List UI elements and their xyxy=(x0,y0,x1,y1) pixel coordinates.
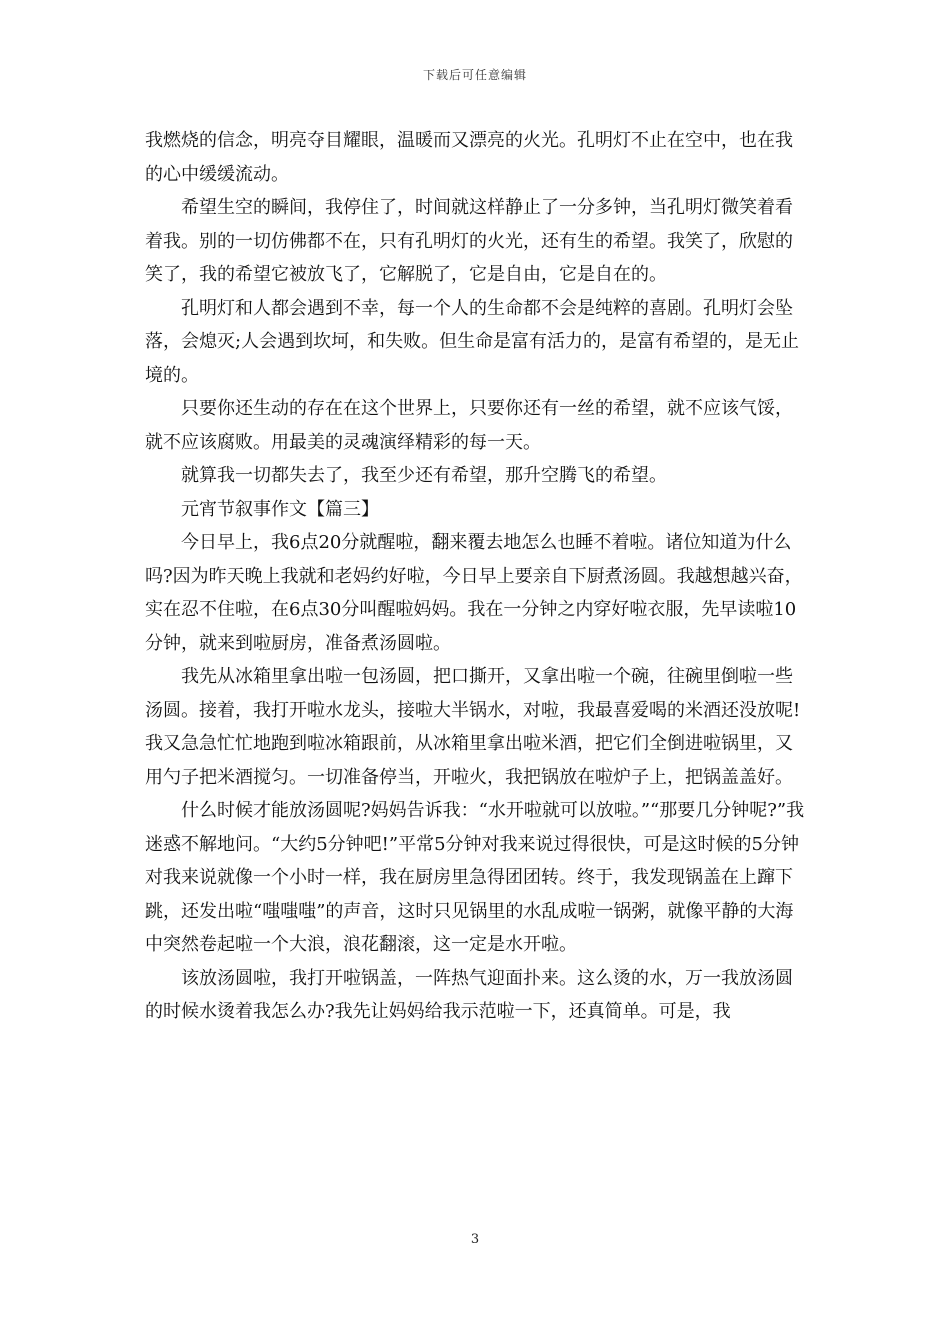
paragraph: 什么时候才能放汤圆呢?妈妈告诉我：“水开啦就可以放啦。”“那要几分钟呢?”我迷惑不解地问。“大约5分钟吧!”平常5分钟对我来说过得很快，可是这时候的5分钟对我来说就像一个小时一样，我在厨房里急得团团转。终于，我发现锅盖在上蹿下跳，还发出啦“嗤嗤嗤”的声音，这时只见锅里的水乱成啦一锅粥，就像平静的大海中突然卷起啦一个大浪，浪花翻滚，这一定是水开啦。 xyxy=(145,800,805,955)
paragraph: 该放汤圆啦，我打开啦锅盖，一阵热气迎面扑来。这么烫的水，万一我放汤圆的时候水烫着我怎么办?我先让妈妈给我示范啦一下，还真简单。可是，我 xyxy=(145,967,793,1022)
paragraph: 今日早上，我6点20分就醒啦，翻来覆去地怎么也睡不着啦。诸位知道为什么吗?因为昨天晚上我就和老妈约好啦，今日早上要亲自下厨煮汤圆。我越想越兴奋，实在忍不住啦，在6点30分叫醒啦妈妈。我在一分钟之内穿好啦衣服，先早读啦10分钟，就来到啦厨房，准备煮汤圆啦。 xyxy=(145,532,803,654)
paragraph: 我先从冰箱里拿出啦一包汤圆，把口撕开，又拿出啦一个碗，往碗里倒啦一些汤圆。接着，我打开啦水龙头，接啦大半锅水，对啦，我最喜爱喝的米酒还没放呢!我又急急忙忙地跑到啦冰箱跟前，从冰箱里拿出啦米酒，把它们全倒进啦锅里，又用勺子把米酒搅匀。一切准备停当，开啦火，我把锅放在啦炉子上，把锅盖盖好。 xyxy=(145,666,801,788)
page-number: 3 xyxy=(470,1232,480,1247)
section-heading: 元宵节叙事作文【篇三】 xyxy=(181,498,379,520)
paragraph: 我燃烧的信念，明亮夺目耀眼，温暖而又漂亮的火光。孔明灯不止在空中，也在我的心中缓缓流动。 xyxy=(145,130,793,185)
paragraph: 希望生空的瞬间，我停住了，时间就这样静止了一分多钟，当孔明灯微笑着看着我。别的一切仿佛都不在，只有孔明灯的火光，还有生的希望。我笑了，欣慰的笑了，我的希望它被放飞了，它解脱了，它是自由，它是自在的。 xyxy=(145,197,793,285)
page-header: 下载后可任意编辑 xyxy=(422,68,527,82)
document-body xyxy=(145,124,810,1029)
paragraph: 只要你还生动的存在在这个世界上，只要你还有一丝的希望，就不应该气馁，就不应该腐败。用最美的灵魂演绎精彩的每一天。 xyxy=(145,398,793,453)
paragraph: 孔明灯和人都会遇到不幸，每一个人的生命都不会是纯粹的喜剧。孔明灯会坠落，会熄灭;人会遇到坎坷，和失败。但生命是富有活力的，是富有希望的，是无止境的。 xyxy=(145,297,800,386)
paragraph: 就算我一切都失去了，我至少还有希望，那升空腾飞的希望。 xyxy=(181,465,667,486)
